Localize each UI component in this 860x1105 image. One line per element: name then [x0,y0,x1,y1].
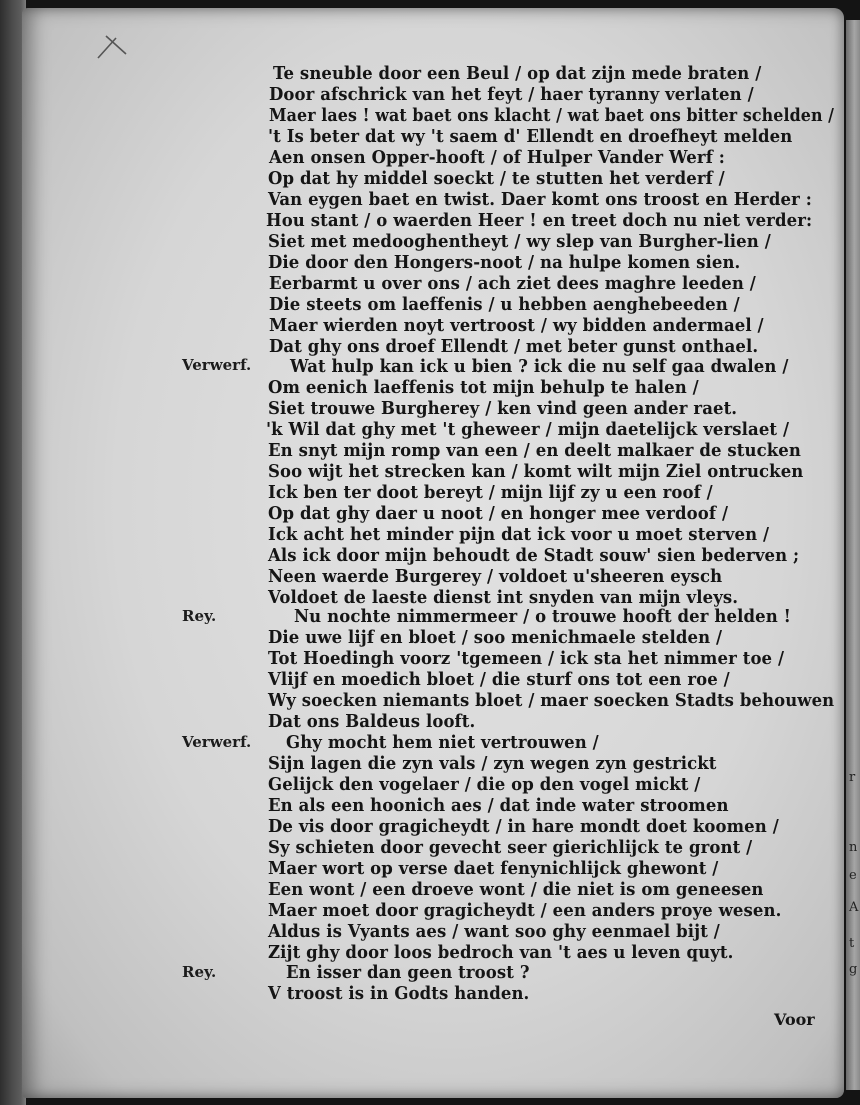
edge-glyph: g [849,962,858,977]
verse-line: Maer wierden noyt vertroost / wy bidden andermael / [269,315,764,336]
verse-line: Ick ben ter doot bereyt / mijn lijf zy u een roof / [268,482,713,503]
edge-glyph: n [849,840,858,855]
verse-line: 'k Wil dat ghy met 't gheweer / mijn daetelijck verslaet / [266,419,790,440]
verse-line: Aen onsen Opper-hooft / of Hulper Vander Werf : [269,147,725,168]
verse-line: Siet met medooghentheyt / wy slep van Burgher-lien / [268,231,771,252]
verse-line: Sijn lagen die zyn vals / zyn wegen zyn gestrickt [268,753,717,774]
verse-line: Dat ghy ons droef Ellendt / met beter gunst onthael. [269,336,759,357]
verse-line: Voldoet de laeste dienst int snyden van mijn vleys. [268,587,739,608]
verse-line: Aldus is Vyants aes / want soo ghy eenmael bijt / [268,921,720,942]
verse-line: Die steets om laeffenis / u hebben aenghebeeden / [269,294,740,315]
verse-line: Om eenich laeffenis tot mijn behulp te halen / [268,377,699,398]
verse-line: Maer moet door gragicheydt / een anders proye wesen. [268,900,782,921]
edge-glyph: t [849,936,855,951]
verse-line: Als ick door mijn behoudt de Stadt souw' sien bederven ; [268,545,800,566]
verse-line: En snyt mijn romp van een / en deelt malkaer de stucken [268,440,801,461]
verse-line: Eerbarmt u over ons / ach ziet dees maghre leeden / [269,273,756,294]
edge-glyph: e [849,868,857,883]
verse-line: En isser dan geen troost ? [286,962,530,983]
verse-line: Neen waerde Burgerey / voldoet u'sheeren eysch [268,566,723,587]
catchword: Voor [774,1010,815,1029]
verse-line: Wy soecken niemants bloet / maer soecken Stadts behouwen [268,690,835,711]
edge-glyph: A [849,900,859,915]
verse-line: Een wont / een droeve wont / die niet is om geneesen [268,879,764,900]
verse-line: Op dat ghy daer u noot / en honger mee verdoof / [268,503,729,524]
verse-line: Soo wijt het strecken kan / komt wilt mijn Ziel ontrucken [268,461,804,482]
page [22,8,844,1098]
verse-line: Wat hulp kan ick u bien ? ick die nu self gaa dwalen / [290,356,789,377]
verse-line: De vis door gragicheydt / in hare mondt doet koomen / [268,816,779,837]
verse-line: Tot Hoedingh voorz 'tgemeen / ick sta het nimmer toe / [268,648,785,669]
verse-line: Sy schieten door gevecht seer gierichlijck te gront / [268,837,753,858]
verse-line: V troost is in Godts handen. [268,983,530,1004]
verse-line: Maer wort op verse daet fenynichlijck ghewont / [268,858,719,879]
verse-line: Die door den Hongers-noot / na hulpe komen sien. [268,252,741,273]
verse-line: Van eygen baet en twist. Daer komt ons troost en Herder : [268,189,812,210]
verse-line: Hou stant / o waerden Heer ! en treet doch nu niet verder: [266,210,813,231]
verse-line: Op dat hy middel soeckt / te stutten het verderf / [268,168,725,189]
verse-line: Zijt ghy door loos bedroch van 't aes u leven quyt. [268,942,734,963]
verse-line: 't Is beter dat wy 't saem d' Ellendt en droefheyt melden [268,126,793,147]
verse-line: Te sneuble door een Beul / op dat zijn mede braten / [273,63,762,84]
verse-line: Door afschrick van het feyt / haer tyranny verlaten / [269,84,754,105]
verse-line: Dat ons Baldeus looft. [268,711,476,732]
verse-line: Siet trouwe Burgherey / ken vind geen ander raet. [268,398,738,419]
speaker-label: Verwerf. [182,733,252,751]
verse-line: Die uwe lijf en bloet / soo menichmaele stelden / [268,627,723,648]
verse-line: Ick acht het minder pijn dat ick voor u moet sterven / [268,524,770,545]
next-page-edge [846,20,860,1090]
verse-line: Ghy mocht hem niet vertrouwen / [286,732,599,753]
verse-line: Maer laes ! wat baet ons klacht / wat baet ons bitter schelden / [269,105,835,126]
verse-line: Nu nochte nimmermeer / o trouwe hooft der helden ! [294,606,792,627]
speaker-label: Rey. [182,963,217,981]
verse-line: En als een hoonich aes / dat inde water stroomen [268,795,729,816]
speaker-label: Verwerf. [182,356,252,374]
edge-glyph: r [849,770,856,785]
page-text [22,8,844,1098]
verse-line: Gelijck den vogelaer / die op den vogel mickt / [268,774,701,795]
speaker-label: Rey. [182,607,217,625]
verse-line: Vlijf en moedich bloet / die sturf ons tot een roe / [268,669,730,690]
